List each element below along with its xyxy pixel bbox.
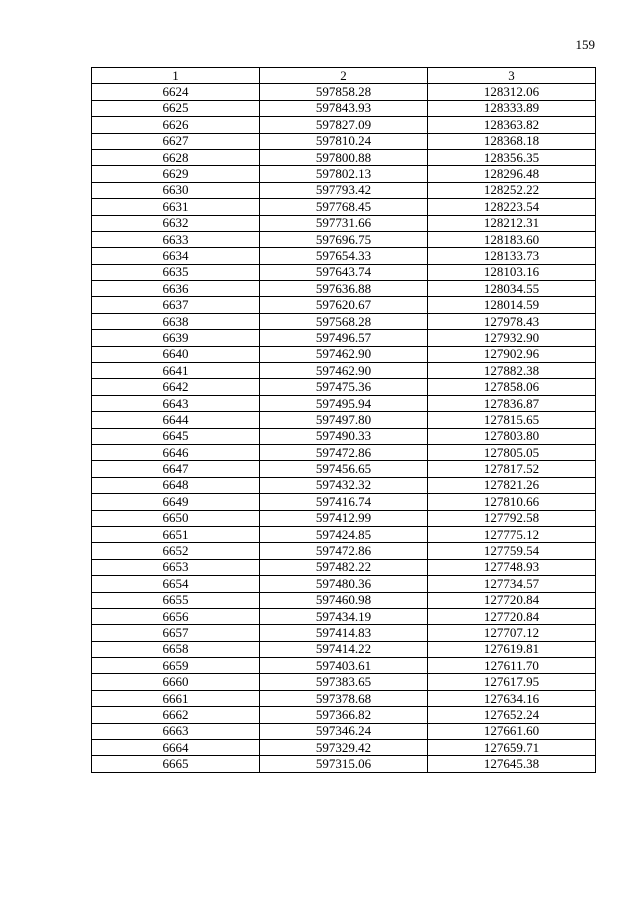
x-coordinate-cell: 597810.24 [260, 133, 428, 149]
y-coordinate-cell: 128252.22 [428, 182, 596, 198]
y-coordinate-cell: 127978.43 [428, 313, 596, 329]
x-coordinate-cell: 597472.86 [260, 444, 428, 460]
x-coordinate-cell: 597432.32 [260, 477, 428, 493]
table-row [92, 707, 596, 723]
y-coordinate-cell: 128034.55 [428, 281, 596, 297]
point-number-cell: 6651 [92, 526, 260, 542]
point-number-cell: 6644 [92, 412, 260, 428]
x-coordinate-cell: 597802.13 [260, 166, 428, 182]
point-number-cell: 6649 [92, 494, 260, 510]
x-coordinate-cell: 597568.28 [260, 313, 428, 329]
point-number-cell: 6660 [92, 674, 260, 690]
y-coordinate-cell: 127805.05 [428, 444, 596, 460]
x-coordinate-cell: 597497.80 [260, 412, 428, 428]
x-coordinate-cell: 597858.28 [260, 84, 428, 100]
point-number-cell: 6653 [92, 559, 260, 575]
point-number-cell: 6645 [92, 428, 260, 444]
point-number-cell: 6643 [92, 395, 260, 411]
table-row [92, 723, 596, 739]
x-coordinate-cell: 597424.85 [260, 526, 428, 542]
point-number-cell: 6654 [92, 576, 260, 592]
table-row [92, 395, 596, 411]
x-coordinate-cell: 597843.93 [260, 100, 428, 116]
y-coordinate-cell: 127645.38 [428, 756, 596, 772]
point-number-cell: 6638 [92, 313, 260, 329]
table-row [92, 428, 596, 444]
table-row [92, 674, 596, 690]
table-row [92, 297, 596, 313]
table-row [92, 133, 596, 149]
point-number-cell: 6662 [92, 707, 260, 723]
y-coordinate-cell: 127803.80 [428, 428, 596, 444]
point-number-cell: 6626 [92, 117, 260, 133]
x-coordinate-cell: 597636.88 [260, 281, 428, 297]
table-row [92, 608, 596, 624]
point-number-cell: 6648 [92, 477, 260, 493]
table-row [92, 576, 596, 592]
y-coordinate-cell: 127617.95 [428, 674, 596, 690]
coordinates-table [91, 67, 596, 773]
y-coordinate-cell: 127932.90 [428, 330, 596, 346]
x-coordinate-cell: 597696.75 [260, 231, 428, 247]
point-number-cell: 6639 [92, 330, 260, 346]
x-coordinate-cell: 597654.33 [260, 248, 428, 264]
x-coordinate-cell: 597346.24 [260, 723, 428, 739]
point-number-cell: 6628 [92, 149, 260, 165]
x-coordinate-cell: 597768.45 [260, 199, 428, 215]
x-coordinate-cell: 597800.88 [260, 149, 428, 165]
table-row [92, 658, 596, 674]
point-number-cell: 6656 [92, 608, 260, 624]
x-coordinate-cell: 597383.65 [260, 674, 428, 690]
point-number-cell: 6661 [92, 690, 260, 706]
y-coordinate-cell: 127611.70 [428, 658, 596, 674]
point-number-cell: 6629 [92, 166, 260, 182]
x-coordinate-cell: 597827.09 [260, 117, 428, 133]
point-number-cell: 6658 [92, 641, 260, 657]
table-row [92, 526, 596, 542]
header-cell-2: 2 [260, 68, 428, 84]
point-number-cell: 6636 [92, 281, 260, 297]
y-coordinate-cell: 127810.66 [428, 494, 596, 510]
x-coordinate-cell: 597482.22 [260, 559, 428, 575]
y-coordinate-cell: 127720.84 [428, 592, 596, 608]
point-number-cell: 6655 [92, 592, 260, 608]
table-row [92, 166, 596, 182]
x-coordinate-cell: 597403.61 [260, 658, 428, 674]
table-row [92, 740, 596, 756]
point-number-cell: 6625 [92, 100, 260, 116]
y-coordinate-cell: 128183.60 [428, 231, 596, 247]
x-coordinate-cell: 597412.99 [260, 510, 428, 526]
point-number-cell: 6647 [92, 461, 260, 477]
point-number-cell: 6640 [92, 346, 260, 362]
y-coordinate-cell: 127634.16 [428, 690, 596, 706]
table-row [92, 379, 596, 395]
y-coordinate-cell: 127836.87 [428, 395, 596, 411]
table-row [92, 494, 596, 510]
table-row [92, 215, 596, 231]
table-row [92, 264, 596, 280]
y-coordinate-cell: 127775.12 [428, 526, 596, 542]
table-row [92, 149, 596, 165]
point-number-cell: 6642 [92, 379, 260, 395]
point-number-cell: 6635 [92, 264, 260, 280]
point-number-cell: 6641 [92, 363, 260, 379]
x-coordinate-cell: 597462.90 [260, 346, 428, 362]
table-row [92, 346, 596, 362]
y-coordinate-cell: 127817.52 [428, 461, 596, 477]
y-coordinate-cell: 128133.73 [428, 248, 596, 264]
table-row [92, 625, 596, 641]
y-coordinate-cell: 128212.31 [428, 215, 596, 231]
y-coordinate-cell: 127759.54 [428, 543, 596, 559]
x-coordinate-cell: 597495.94 [260, 395, 428, 411]
table-row [92, 510, 596, 526]
x-coordinate-cell: 597460.98 [260, 592, 428, 608]
table-row [92, 281, 596, 297]
y-coordinate-cell: 127652.24 [428, 707, 596, 723]
y-coordinate-cell: 127720.84 [428, 608, 596, 624]
point-number-cell: 6624 [92, 84, 260, 100]
y-coordinate-cell: 128368.18 [428, 133, 596, 149]
y-coordinate-cell: 127734.57 [428, 576, 596, 592]
x-coordinate-cell: 597731.66 [260, 215, 428, 231]
x-coordinate-cell: 597496.57 [260, 330, 428, 346]
table-body [92, 84, 596, 772]
point-number-cell: 6637 [92, 297, 260, 313]
y-coordinate-cell: 127661.60 [428, 723, 596, 739]
x-coordinate-cell: 597315.06 [260, 756, 428, 772]
point-number-cell: 6646 [92, 444, 260, 460]
table-row [92, 690, 596, 706]
table-row [92, 461, 596, 477]
y-coordinate-cell: 127858.06 [428, 379, 596, 395]
x-coordinate-cell: 597414.83 [260, 625, 428, 641]
x-coordinate-cell: 597329.42 [260, 740, 428, 756]
y-coordinate-cell: 127821.26 [428, 477, 596, 493]
x-coordinate-cell: 597643.74 [260, 264, 428, 280]
point-number-cell: 6627 [92, 133, 260, 149]
table-row [92, 313, 596, 329]
y-coordinate-cell: 127792.58 [428, 510, 596, 526]
x-coordinate-cell: 597456.65 [260, 461, 428, 477]
point-number-cell: 6659 [92, 658, 260, 674]
point-number-cell: 6632 [92, 215, 260, 231]
header-cell-1: 1 [92, 68, 260, 84]
table-row [92, 444, 596, 460]
y-coordinate-cell: 127619.81 [428, 641, 596, 657]
y-coordinate-cell: 128296.48 [428, 166, 596, 182]
y-coordinate-cell: 127815.65 [428, 412, 596, 428]
y-coordinate-cell: 128223.54 [428, 199, 596, 215]
table-row [92, 182, 596, 198]
x-coordinate-cell: 597366.82 [260, 707, 428, 723]
x-coordinate-cell: 597620.67 [260, 297, 428, 313]
point-number-cell: 6664 [92, 740, 260, 756]
table-row [92, 84, 596, 100]
y-coordinate-cell: 128312.06 [428, 84, 596, 100]
point-number-cell: 6652 [92, 543, 260, 559]
point-number-cell: 6634 [92, 248, 260, 264]
y-coordinate-cell: 127882.38 [428, 363, 596, 379]
y-coordinate-cell: 128014.59 [428, 297, 596, 313]
table-row [92, 231, 596, 247]
table-row [92, 363, 596, 379]
table-row [92, 248, 596, 264]
x-coordinate-cell: 597416.74 [260, 494, 428, 510]
point-number-cell: 6633 [92, 231, 260, 247]
table-row [92, 641, 596, 657]
point-number-cell: 6665 [92, 756, 260, 772]
x-coordinate-cell: 597378.68 [260, 690, 428, 706]
table-row [92, 477, 596, 493]
x-coordinate-cell: 597793.42 [260, 182, 428, 198]
table-header [92, 68, 596, 84]
x-coordinate-cell: 597480.36 [260, 576, 428, 592]
header-cell-3: 3 [428, 68, 596, 84]
y-coordinate-cell: 128356.35 [428, 149, 596, 165]
x-coordinate-cell: 597490.33 [260, 428, 428, 444]
table-row [92, 756, 596, 772]
table-row [92, 543, 596, 559]
y-coordinate-cell: 128363.82 [428, 117, 596, 133]
point-number-cell: 6650 [92, 510, 260, 526]
table-row [92, 559, 596, 575]
y-coordinate-cell: 127902.96 [428, 346, 596, 362]
y-coordinate-cell: 128103.16 [428, 264, 596, 280]
x-coordinate-cell: 597472.86 [260, 543, 428, 559]
y-coordinate-cell: 128333.89 [428, 100, 596, 116]
page-number: 159 [575, 37, 595, 52]
point-number-cell: 6663 [92, 723, 260, 739]
table-row [92, 100, 596, 116]
y-coordinate-cell: 127707.12 [428, 625, 596, 641]
point-number-cell: 6657 [92, 625, 260, 641]
x-coordinate-cell: 597462.90 [260, 363, 428, 379]
table-row [92, 592, 596, 608]
header-row [92, 68, 596, 84]
point-number-cell: 6630 [92, 182, 260, 198]
table-row [92, 199, 596, 215]
y-coordinate-cell: 127748.93 [428, 559, 596, 575]
y-coordinate-cell: 127659.71 [428, 740, 596, 756]
x-coordinate-cell: 597414.22 [260, 641, 428, 657]
table-row [92, 412, 596, 428]
table-row [92, 330, 596, 346]
x-coordinate-cell: 597475.36 [260, 379, 428, 395]
x-coordinate-cell: 597434.19 [260, 608, 428, 624]
table-row [92, 117, 596, 133]
point-number-cell: 6631 [92, 199, 260, 215]
